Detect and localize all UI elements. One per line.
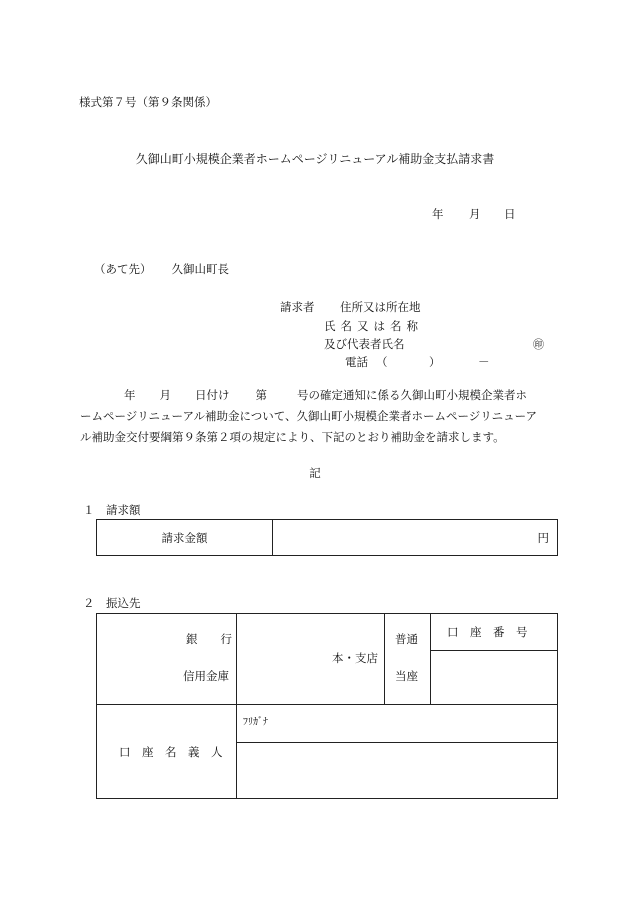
- date-year-label: 年: [432, 207, 444, 221]
- bank-label: 銀 行: [186, 632, 232, 646]
- body-month: 月: [159, 388, 171, 402]
- transfer-table: [96, 613, 558, 799]
- divider: [384, 613, 385, 704]
- branch-label: 本・支店: [332, 651, 378, 665]
- body-year: 年: [124, 388, 136, 402]
- body-line-2: ームページリニューアル補助金について、久御山町小規模企業者ホームページリニューア: [80, 409, 538, 423]
- document-title: 久御山町小規模企業者ホームページリニューアル補助金支払請求書: [135, 152, 495, 166]
- furigana-label: ﾌﾘｶﾞﾅ: [243, 717, 268, 728]
- account-type-ordinary[interactable]: 普通: [395, 632, 418, 646]
- claim-amount-label: 請求金額: [97, 520, 273, 556]
- divider: [236, 613, 237, 799]
- claim-amount-table: [96, 519, 558, 556]
- divider: [430, 650, 558, 651]
- phone-dash: －: [478, 355, 490, 369]
- addressee-label: （あて先）: [94, 262, 152, 276]
- claimant-address-label: 住所又は所在地: [340, 300, 421, 314]
- claim-amount-field[interactable]: 円: [273, 520, 558, 556]
- claimant-representative-label: 及び代表者氏名: [324, 337, 405, 351]
- phone-label: 電話: [345, 355, 368, 369]
- form-number: 様式第７号（第９条関係）: [79, 95, 217, 109]
- body-line-1: [80, 390, 527, 402]
- claimant-label: 請求者: [280, 300, 315, 314]
- claimant-name-label: 氏名又は名称: [324, 319, 423, 333]
- phone-open-paren: （: [376, 355, 388, 369]
- ki-heading: 記: [309, 466, 321, 480]
- body-number-prefix: 第: [255, 388, 267, 402]
- seal-mark: ㊞: [533, 338, 544, 351]
- body-line-1-rest: 号の確定通知に係る久御山町小規模企業者ホ: [297, 388, 527, 402]
- account-number-label: 口 座 番 号: [447, 625, 528, 639]
- section-2-heading: ２ 振込先: [83, 596, 141, 610]
- section-1-heading: １ 請求額: [83, 503, 141, 517]
- credit-union-label: 信用金庫: [183, 669, 229, 683]
- divider: [430, 613, 431, 704]
- divider: [96, 704, 558, 705]
- phone-close-paren: ）: [429, 355, 441, 369]
- addressee-name: 久御山町長: [171, 262, 229, 276]
- body-day: 日付け: [195, 388, 230, 402]
- date-day-label: 日: [504, 207, 516, 221]
- addressee: [94, 264, 229, 276]
- account-type-current[interactable]: 当座: [395, 669, 418, 683]
- body-line-3: ル補助金交付要綱第９条第２項の規定により、下記のとおり補助金を請求します。: [80, 430, 505, 444]
- account-holder-label: 口 座 名 義 人: [119, 745, 223, 759]
- date-month-label: 月: [469, 207, 481, 221]
- divider: [236, 742, 558, 743]
